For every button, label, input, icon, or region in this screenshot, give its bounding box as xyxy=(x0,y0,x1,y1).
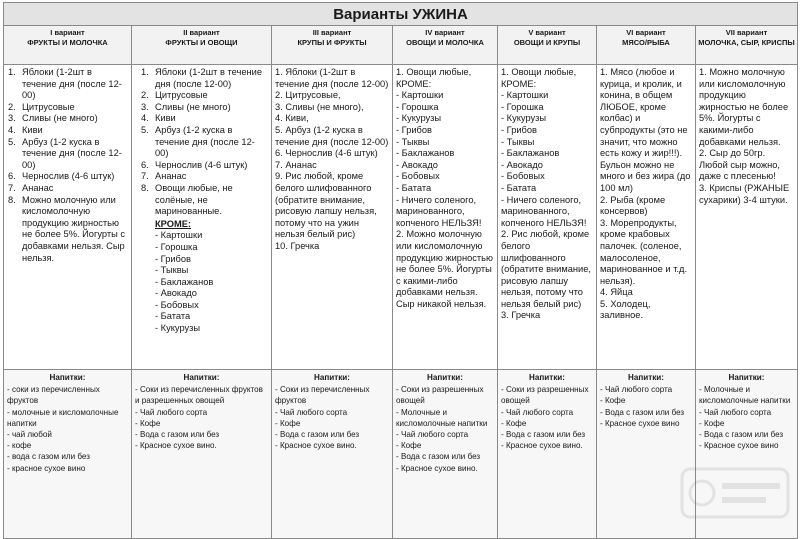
drink-item: - Кофе xyxy=(699,418,725,428)
list-item: 1. Овощи любые, КРОМЕ: xyxy=(396,67,472,89)
drink-item: - Соки из разрешенных овощей xyxy=(396,385,484,406)
list-item: 3. Морепродукты, кроме крабовых палочек. (соленое, малосоленое, маринованное и т.д. нельзя). xyxy=(600,217,688,286)
drink-item: - соки из перечисленных фруктов xyxy=(7,385,100,406)
variant-name: МОЛОЧКА, СЫР, КРИСПЫ xyxy=(698,38,795,47)
item-text: Овощи любые, не солёные, не маринованные. xyxy=(155,182,233,217)
list-item: 3. Гречка xyxy=(501,310,541,321)
variant-name: ФРУКТЫ И МОЛОЧКА xyxy=(27,38,108,47)
dinner-variants-table xyxy=(3,2,798,539)
list-item: - Грибов xyxy=(501,124,537,135)
drink-item: - кофе xyxy=(7,441,32,451)
item-text: Арбуз (1-2 куска в течение дня (после 12-00) xyxy=(22,136,122,170)
list-item: 2. Цитрусовые, xyxy=(275,90,341,101)
drink-item: - Вода с газом или без xyxy=(275,430,360,440)
item-number: 6. xyxy=(8,171,16,182)
drinks-title: Напитки: xyxy=(183,373,220,382)
drink-item: - Красное сухое вино. xyxy=(135,441,217,451)
item-number: 8. xyxy=(141,182,149,193)
list-item xyxy=(7,137,128,172)
list-item: - Баклажанов xyxy=(396,148,455,159)
list-item: - Картошки xyxy=(155,230,203,241)
title-row xyxy=(4,3,798,26)
variant-number: I вариант xyxy=(50,28,85,37)
variant-drinks-7 xyxy=(696,370,798,539)
drink-item: - Кофе xyxy=(135,418,161,428)
list-item: - Авокадо xyxy=(501,159,543,170)
list-item: 10. Гречка xyxy=(275,240,320,251)
variant-header-5 xyxy=(498,26,597,65)
item-text: Цитрусовые xyxy=(155,90,208,101)
drink-item: - Соки из перечисленных фруктов xyxy=(275,385,370,406)
list-item xyxy=(135,160,268,172)
food-list xyxy=(135,67,268,218)
item-text: Сливы (не много) xyxy=(22,113,98,124)
list-item: - Баклажанов xyxy=(501,148,560,159)
item-text: Чернослив (4-6 штук) xyxy=(155,159,248,170)
item-number: 5. xyxy=(141,124,149,135)
variant-drinks-1 xyxy=(4,370,132,539)
drink-item: - Красное сухое вино. xyxy=(501,441,583,451)
drinks-title: Напитки: xyxy=(427,373,463,382)
except-label: КРОМЕ: xyxy=(155,218,192,229)
item-number: 2. xyxy=(141,90,149,101)
drink-item: - Вода с газом или без xyxy=(135,430,220,440)
list-item: 7. Ананас xyxy=(275,159,317,170)
list-item: - Батата xyxy=(501,182,537,193)
list-item: 2. Можно молочную или кисломолочную продукцию жирностью не более 5%. Йогурты с какими-либо добавками нельзя. Сыр никакой нельзя. xyxy=(396,229,493,309)
except-list xyxy=(135,230,268,334)
list-item xyxy=(135,67,268,90)
page-title: Варианты УЖИНА xyxy=(4,3,798,26)
list-item xyxy=(7,171,128,183)
item-number: 5. xyxy=(8,136,16,147)
variant-name: ОВОЩИ И КРУПЫ xyxy=(513,38,581,47)
item-number: 3. xyxy=(8,113,16,124)
item-text: Арбуз (1-2 куска в течение дня (после 12-00) xyxy=(155,124,255,159)
drink-item: - Кофе xyxy=(396,441,422,451)
list-item xyxy=(7,195,128,265)
list-item xyxy=(135,90,268,102)
item-number: 1. xyxy=(141,67,149,77)
list-item xyxy=(135,125,268,160)
variant-name: ОВОЩИ И МОЛОЧКА xyxy=(406,38,484,47)
list-item: - Грибов xyxy=(396,124,432,135)
list-item: 5. Холодец, заливное. xyxy=(600,298,651,321)
drink-item: - Соки из разрешенных овощей xyxy=(501,385,589,406)
variant-number: II вариант xyxy=(183,28,220,37)
drink-item: - Соки из перечисленных фруктов и разрешенных овощей xyxy=(135,385,263,406)
item-text: Сливы (не много) xyxy=(155,101,231,112)
list-item xyxy=(135,102,268,114)
list-item xyxy=(7,125,128,137)
drink-item: - Чай любого сорта xyxy=(396,430,469,440)
drink-item: - Чай любого сорта xyxy=(600,385,673,395)
list-item: - Горошка xyxy=(501,101,544,112)
variant-name: КРУПЫ И ФРУКТЫ xyxy=(297,38,367,47)
drink-item: - Красное сухое вино xyxy=(600,418,680,428)
list-item: - Бобовых xyxy=(396,171,440,182)
variant-number: VII вариант xyxy=(725,28,768,37)
list-item: 2. Рыба (кроме консервов) xyxy=(600,194,666,217)
drinks-title: Напитки: xyxy=(728,373,765,382)
list-item xyxy=(135,183,268,218)
item-number: 4. xyxy=(141,113,149,124)
variant-header-4 xyxy=(393,26,498,65)
variant-drinks-3 xyxy=(272,370,393,539)
item-number: 1. xyxy=(8,67,16,77)
list-item: 4. Яйца xyxy=(600,287,633,298)
variant-content-3 xyxy=(272,65,393,370)
food-list xyxy=(7,67,128,264)
variant-name: МЯСО/РЫБА xyxy=(622,38,670,47)
item-number: 7. xyxy=(8,182,16,193)
item-number: 6. xyxy=(141,159,149,170)
variant-content-6 xyxy=(597,65,696,370)
list-item: - Тыквы xyxy=(501,136,535,147)
drink-item: - Кофе xyxy=(501,418,527,428)
list-item: - Тыквы xyxy=(155,265,189,276)
variant-number: III вариант xyxy=(312,28,352,37)
drink-item: - Вода с газом или без xyxy=(396,452,481,462)
drink-item: - вода с газом или без xyxy=(7,452,90,462)
drink-item: - Красное сухое вино. xyxy=(396,463,478,473)
variant-number: IV вариант xyxy=(425,28,465,37)
drink-item: - Молочные и кисломолочные напитки xyxy=(396,407,488,428)
drink-item: - чай любой xyxy=(7,430,52,440)
item-text: Можно молочную или кисломолочную продукцию жирностью не более 5%. Йогурты с добавками нельзя. Сыр нельзя. xyxy=(22,194,126,263)
item-number: 7. xyxy=(141,171,149,182)
variant-header-7 xyxy=(696,26,798,65)
item-text: Ананас xyxy=(155,171,187,182)
drink-item: - Кофе xyxy=(275,418,301,428)
list-item: 3. Криспы (РЖАНЫЕ сухарики) 3-4 штуки. xyxy=(699,182,790,205)
list-item: - Тыквы xyxy=(396,136,430,147)
item-text: Киви xyxy=(155,113,176,124)
item-text: Цитрусовые xyxy=(22,101,75,112)
list-item xyxy=(135,113,268,125)
variant-content-2 xyxy=(132,65,272,370)
drinks-row xyxy=(4,370,798,539)
item-text: Ананас xyxy=(22,182,54,193)
drinks-title: Напитки: xyxy=(529,373,565,382)
variant-content-5 xyxy=(498,65,597,370)
list-item: 1. Яблоки (1-2шт в течение дня (после 12-00) xyxy=(275,67,389,89)
drinks-title: Напитки: xyxy=(628,373,664,382)
list-item: - Кукурузы xyxy=(155,323,201,334)
drink-item: - Чай любого сорта xyxy=(275,407,348,417)
drink-item: - Красное сухое вино. xyxy=(275,441,357,451)
list-item: - Горошка xyxy=(396,101,439,112)
item-text: Киви xyxy=(22,124,43,135)
variant-number: V вариант xyxy=(528,28,566,37)
list-item: 1. Мясо (любое и курица, и кролик, и конина, в общем ЛЮБОЕ, кроме колбас) и субпродукты (это не значит, что можно есть кожу и жир!!!). Бульон можно не много и без жира (до 100 мл) xyxy=(600,67,691,193)
content-row xyxy=(4,65,798,370)
drink-item: - Чай любого сорта xyxy=(699,407,772,417)
list-item xyxy=(135,171,268,183)
list-item: 5. Арбуз (1-2 куска в течение дня (после 12-00) xyxy=(275,124,389,147)
drink-item: - Вода с газом или без xyxy=(501,430,586,440)
list-item: 2. Рис любой, кроме белого шлифованного (обратите внимание, рисовую лапшу нельзя, потому что нельзя белый рис) xyxy=(501,229,591,309)
list-item: 4. Киви, xyxy=(275,113,309,124)
list-item: - Авокадо xyxy=(396,159,438,170)
item-number: 8. xyxy=(8,194,16,205)
list-item: - Горошка xyxy=(155,241,198,252)
list-item: - Грибов xyxy=(155,253,191,264)
variant-drinks-2 xyxy=(132,370,272,539)
list-item: 9. Рис любой, кроме белого шлифованного (обратите внимание, рисовую лапшу нельзя, потому что на ужин нельзя белый рис) xyxy=(275,171,377,240)
drink-item: - Чай любого сорта xyxy=(135,407,208,417)
list-item: - Ничего соленого, маринованного, копченого НЕЛЬЗЯ! xyxy=(501,194,587,228)
list-item: 2. Сыр до 50гр. Любой сыр можно, даже с плесенью! xyxy=(699,148,780,182)
list-item: 1. Можно молочную или кисломолочную продукцию жирностью не более 5%. Йогурты с какими-либо добавками нельзя. xyxy=(699,67,789,147)
list-item: - Кукурузы xyxy=(501,113,547,124)
item-number: 3. xyxy=(141,101,149,112)
variant-content-4 xyxy=(393,65,498,370)
list-item xyxy=(7,67,128,102)
drink-item: - Вода с газом или без xyxy=(600,407,685,417)
variant-content-1 xyxy=(4,65,132,370)
drink-item: - Вода с газом или без xyxy=(699,430,784,440)
drinks-title: Напитки: xyxy=(314,373,350,382)
list-item: - Бобовых xyxy=(501,171,545,182)
list-item: - Баклажанов xyxy=(155,276,214,287)
header-row xyxy=(4,26,798,65)
list-item xyxy=(7,102,128,114)
variant-name: ФРУКТЫ И ОВОЩИ xyxy=(165,38,238,47)
list-item: 6. Чернослив (4-6 штук) xyxy=(275,148,378,159)
item-text: Чернослив (4-6 штук) xyxy=(22,171,115,182)
list-item xyxy=(7,183,128,195)
drink-item: - красное сухое вино xyxy=(7,463,86,473)
list-item: - Батата xyxy=(155,311,191,322)
list-item: - Картошки xyxy=(501,90,549,101)
variant-header-2 xyxy=(132,26,272,65)
drink-item: - Молочные и кисломолочные напитки xyxy=(699,385,791,406)
drink-item: - молочные и кисломолочные напитки xyxy=(7,407,119,428)
list-item: 1. Овощи любые, КРОМЕ: xyxy=(501,67,577,89)
drinks-title: Напитки: xyxy=(49,373,86,382)
variant-header-3 xyxy=(272,26,393,65)
list-item: - Ничего соленого, маринованного, копченого НЕЛЬЗЯ! xyxy=(396,194,482,228)
item-text: Яблоки (1-2шт в течение дня (после 12-00) xyxy=(22,67,122,101)
variant-drinks-4 xyxy=(393,370,498,539)
variant-content-7 xyxy=(696,65,798,370)
variant-drinks-5 xyxy=(498,370,597,539)
item-text: Яблоки (1-2шт в течение дня (после 12-00) xyxy=(155,67,263,89)
item-number: 2. xyxy=(8,101,16,112)
list-item: - Авокадо xyxy=(155,288,197,299)
drink-item: - Чай любого сорта xyxy=(501,407,574,417)
item-number: 4. xyxy=(8,124,16,135)
list-item: - Картошки xyxy=(396,90,444,101)
list-item xyxy=(7,113,128,125)
variant-drinks-6 xyxy=(597,370,696,539)
drink-item: - Кофе xyxy=(600,396,626,406)
list-item: 3. Сливы (не много), xyxy=(275,101,364,112)
list-item: - Бобовых xyxy=(155,299,199,310)
list-item: - Кукурузы xyxy=(396,113,442,124)
variant-header-1 xyxy=(4,26,132,65)
drink-item: - Красное сухое вино xyxy=(699,441,779,451)
list-item: - Батата xyxy=(396,182,432,193)
variant-header-6 xyxy=(597,26,696,65)
variant-number: VI вариант xyxy=(626,28,666,37)
